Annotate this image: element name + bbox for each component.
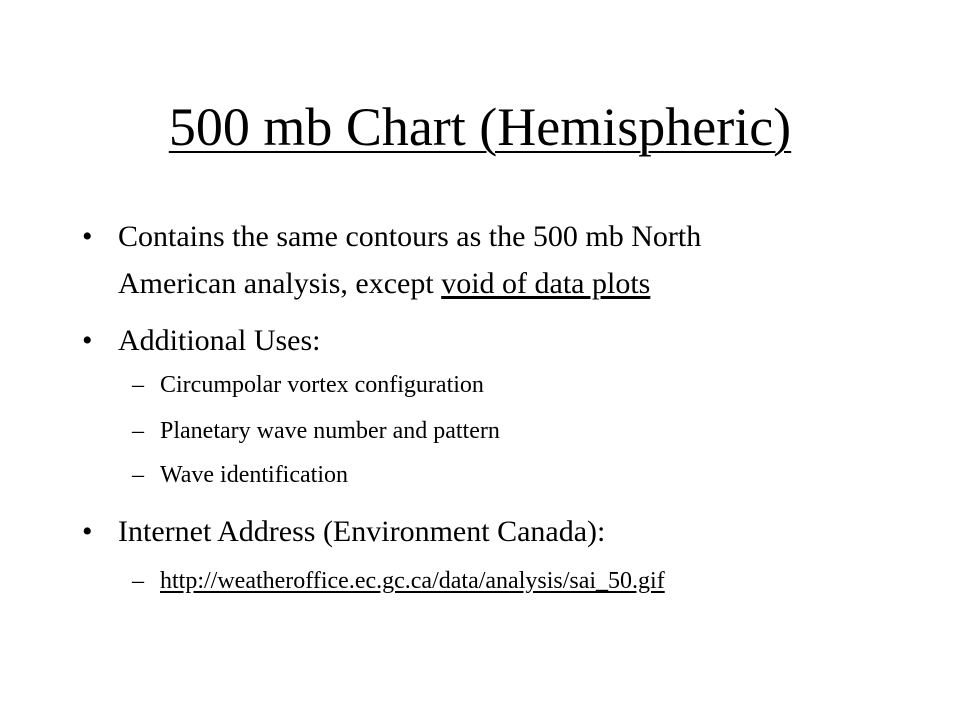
sub-item — [132, 370, 880, 400]
sub-item — [132, 460, 880, 490]
sub-item-text: Planetary wave number and pattern — [160, 418, 500, 444]
slide-title: 500 mb Chart (Hemispheric) — [168, 97, 792, 157]
bullet-item-contours-line2 — [118, 265, 838, 303]
sub-item-text: Wave identification — [160, 462, 348, 488]
dash-icon: – — [132, 568, 144, 594]
dash-icon: – — [132, 372, 144, 398]
bullet-item-additional-uses — [82, 322, 838, 360]
bullet-text-line1: Contains the same contours as the 500 mb North — [118, 220, 702, 253]
bullet-text-line2: American analysis, except — [118, 267, 442, 300]
sub-item-text: Circumpolar vortex configuration — [160, 372, 484, 398]
bullet-item-internet-address — [82, 513, 838, 551]
bullet-icon: • — [82, 515, 93, 548]
dash-icon: – — [132, 418, 144, 444]
sub-item — [132, 416, 880, 446]
dash-icon: – — [132, 462, 144, 488]
bullet-icon: • — [82, 220, 93, 253]
bullet-text: Internet Address (Environment Canada): — [118, 515, 606, 548]
bullet-item-contours — [82, 218, 838, 256]
underlined-phrase: void of data plots — [441, 267, 651, 300]
bullet-text: Additional Uses: — [118, 324, 321, 357]
environment-canada-link[interactable]: http://weatheroffice.ec.gc.ca/data/analysis/sai_50.gif — [160, 568, 665, 594]
bullet-icon: • — [82, 324, 93, 357]
sub-item-link-row — [132, 566, 880, 596]
